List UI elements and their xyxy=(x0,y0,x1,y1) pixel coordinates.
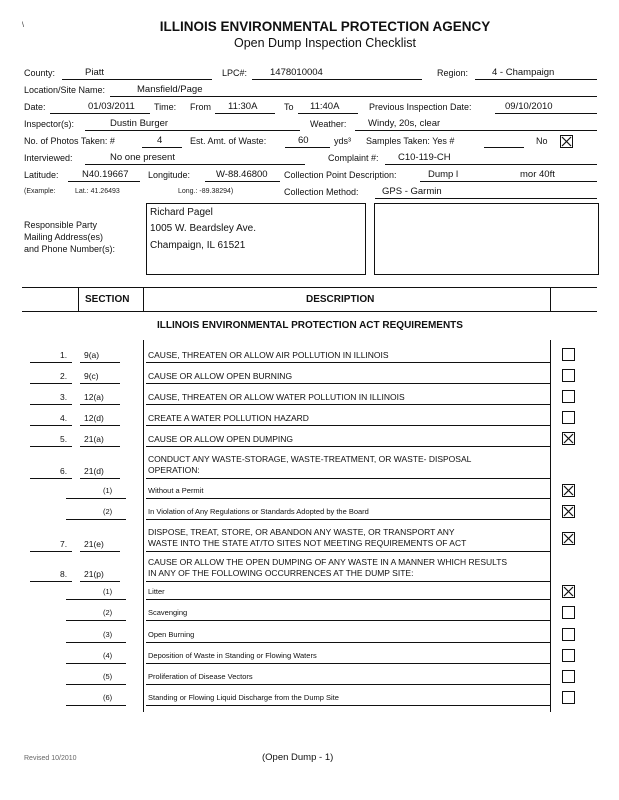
weather-value: Windy, 20s, clear xyxy=(368,118,441,129)
requirement-checkbox[interactable] xyxy=(562,628,575,641)
row-number: 5. xyxy=(60,434,68,444)
requirement-checkbox[interactable] xyxy=(562,505,575,518)
corner-mark: \ xyxy=(22,22,24,29)
row-section-underline xyxy=(80,446,120,447)
row-description-line1: CAUSE OR ALLOW THE OPEN DUMPING OF ANY WASTE IN A MANNER WHICH RESULTS xyxy=(148,557,508,567)
row-sub-underline xyxy=(66,519,126,520)
requirement-checkbox[interactable] xyxy=(562,585,575,598)
check-x-icon xyxy=(563,533,574,544)
example-label: (Example: xyxy=(24,188,56,195)
row-description-line2: IN ANY OF THE FOLLOWING OCCURRENCES AT THE DUMP SITE: xyxy=(148,568,414,578)
cpd-label: Collection Point Description: xyxy=(284,170,397,180)
requirement-checkbox[interactable] xyxy=(562,348,575,361)
row-divider xyxy=(146,599,550,600)
interviewed-value: No one present xyxy=(110,152,175,163)
row-description: CAUSE OR ALLOW OPEN BURNING xyxy=(148,371,293,381)
row-divider xyxy=(146,404,550,405)
county-value: Piatt xyxy=(85,67,105,78)
row-divider xyxy=(146,478,550,479)
row-section-underline xyxy=(80,383,120,384)
photos-value: 4 xyxy=(157,135,163,146)
row-divider xyxy=(146,663,550,664)
waste-unit: yds³ xyxy=(334,136,352,146)
example-long: Long.: -89.38294) xyxy=(178,188,234,195)
row-description: CAUSE, THREATEN OR ALLOW AIR POLLUTION IN ILLINOIS xyxy=(148,350,389,360)
row-section: 21(d) xyxy=(84,466,104,476)
waste-label: Est. Amt. of Waste: xyxy=(190,136,267,146)
row-subsection: (6) xyxy=(103,693,113,702)
row-description: CAUSE, THREATEN OR ALLOW WATER POLLUTION IN ILLINOIS xyxy=(148,392,405,402)
row-description: In Violation of Any Regulations or Standards Adopted by the Board xyxy=(148,507,369,516)
row-section: 21(p) xyxy=(84,569,104,579)
row-section: 21(e) xyxy=(84,539,104,549)
samples-no-label: No xyxy=(536,136,548,146)
row-description: Open Burning xyxy=(148,630,195,639)
description-left-border xyxy=(143,340,144,712)
row-divider xyxy=(146,446,550,447)
lpc-label: LPC#: xyxy=(222,68,248,78)
row-section: 12(d) xyxy=(84,413,104,423)
check-x-icon xyxy=(563,433,574,444)
row-description: Proliferation of Disease Vectors xyxy=(148,672,253,681)
row-number: 7. xyxy=(60,539,68,549)
row-number-underline xyxy=(30,551,72,552)
row-description-line2: WASTE INTO THE STATE AT/TO SITES NOT MEETING REQUIREMENTS OF ACT xyxy=(148,538,467,548)
responsible-street: 1005 W. Beardsley Ave. xyxy=(150,223,256,234)
responsible-label-1: Responsible Party xyxy=(24,220,98,230)
row-divider xyxy=(146,705,550,706)
section-header: SECTION xyxy=(85,294,130,305)
row-description: CAUSE OR ALLOW OPEN DUMPING xyxy=(148,434,293,444)
row-section-underline xyxy=(80,425,120,426)
row-number: 2. xyxy=(60,371,68,381)
row-sub-underline xyxy=(66,620,126,621)
check-x-icon xyxy=(563,586,574,597)
check-x-icon xyxy=(563,506,574,517)
row-subsection: (4) xyxy=(103,651,113,660)
row-subsection: (3) xyxy=(103,630,113,639)
row-divider xyxy=(146,498,550,499)
prev-inspection-label: Previous Inspection Date: xyxy=(369,102,472,112)
longitude-value: W-88.46800 xyxy=(216,169,268,180)
cpd-value-tail: mor 40ft xyxy=(520,169,555,180)
samples-no-checkbox[interactable] xyxy=(560,135,573,148)
row-section-underline xyxy=(80,551,120,552)
row-divider xyxy=(146,684,550,685)
inspector-value: Dustin Burger xyxy=(110,118,169,129)
prev-inspection-value: 09/10/2010 xyxy=(505,101,553,112)
row-section: 9(a) xyxy=(84,350,100,360)
row-subsection: (2) xyxy=(103,507,113,516)
responsible-box-2 xyxy=(374,203,599,275)
row-description: Without a Permit xyxy=(148,486,204,495)
requirement-checkbox[interactable] xyxy=(562,390,575,403)
check-x-icon xyxy=(561,136,572,147)
waste-value: 60 xyxy=(298,135,309,146)
row-subsection: (1) xyxy=(103,587,113,596)
row-section-underline xyxy=(80,478,120,479)
check-x-icon xyxy=(563,485,574,496)
time-to-value: 11:40A xyxy=(310,101,340,112)
responsible-city: Champaign, IL 61521 xyxy=(150,240,246,251)
county-label: County: xyxy=(24,68,56,78)
time-from-value: 11:30A xyxy=(228,101,258,112)
responsible-label-2: Mailing Address(es) xyxy=(24,232,104,242)
row-number-underline xyxy=(30,478,72,479)
form-title: Open Dump Inspection Checklist xyxy=(233,36,417,50)
row-section: 9(c) xyxy=(84,371,99,381)
lpc-value: 1478010004 xyxy=(270,67,323,78)
responsible-label-3: and Phone Number(s): xyxy=(24,244,116,254)
date-value: 01/03/2011 xyxy=(88,101,135,112)
time-to-label: To xyxy=(284,102,294,112)
row-sub-underline xyxy=(66,642,126,643)
row-number-underline xyxy=(30,446,72,447)
weather-label: Weather: xyxy=(310,119,347,129)
interviewed-label: Interviewed: xyxy=(24,153,73,163)
row-description: Litter xyxy=(148,587,165,596)
complaint-value: C10-119-CH xyxy=(398,152,451,163)
row-sub-underline xyxy=(66,663,126,664)
complaint-label: Complaint #: xyxy=(328,153,379,163)
row-section: 12(a) xyxy=(84,392,104,402)
row-number: 6. xyxy=(60,466,68,476)
inspector-label: Inspector(s): xyxy=(24,119,75,129)
row-sub-underline xyxy=(66,498,126,499)
row-number: 8. xyxy=(60,569,68,579)
requirement-checkbox[interactable] xyxy=(562,649,575,662)
row-section-underline xyxy=(80,362,120,363)
time-from-label: From xyxy=(190,102,211,112)
method-value: GPS - Garmin xyxy=(382,186,442,197)
row-description: Scavenging xyxy=(148,608,188,617)
row-divider xyxy=(146,383,550,384)
row-section-underline xyxy=(80,404,120,405)
act-requirements-title: ILLINOIS ENVIRONMENTAL PROTECTION ACT REQUIREMENTS xyxy=(157,320,463,331)
agency-title: ILLINOIS ENVIRONMENTAL PROTECTION AGENCY xyxy=(159,19,491,34)
row-sub-underline xyxy=(66,705,126,706)
row-description-line1: CONDUCT ANY WASTE-STORAGE, WASTE-TREATMENT, OR WASTE- DISPOSAL xyxy=(148,454,472,464)
requirement-checkbox[interactable] xyxy=(562,369,575,382)
row-description-line2: OPERATION: xyxy=(148,465,200,475)
row-number: 1. xyxy=(60,350,68,360)
row-divider xyxy=(146,620,550,621)
row-number-underline xyxy=(30,581,72,582)
row-description-line1: DISPOSE, TREAT, STORE, OR ABANDON ANY WASTE, OR TRANSPORT ANY xyxy=(148,527,455,537)
row-divider xyxy=(146,362,550,363)
row-section-underline xyxy=(80,581,120,582)
requirement-checkbox[interactable] xyxy=(562,606,575,619)
time-label: Time: xyxy=(154,102,177,112)
description-right-border xyxy=(550,340,551,712)
row-description: Deposition of Waste in Standing or Flowing Waters xyxy=(148,651,317,660)
cpd-value: Dump l xyxy=(428,169,459,180)
samples-label: Samples Taken: Yes # xyxy=(366,136,455,146)
row-subsection: (2) xyxy=(103,608,113,617)
row-number-underline xyxy=(30,425,72,426)
photos-label: No. of Photos Taken: # xyxy=(24,136,115,146)
footer-page: (Open Dump - 1) xyxy=(262,752,334,763)
row-subsection: (5) xyxy=(103,672,113,681)
row-divider xyxy=(146,642,550,643)
requirement-checkbox[interactable] xyxy=(562,484,575,497)
requirement-checkbox[interactable] xyxy=(562,432,575,445)
row-subsection: (1) xyxy=(103,486,113,495)
row-divider xyxy=(146,581,550,582)
method-label: Collection Method: xyxy=(284,187,359,197)
footer-revision: Revised 10/2010 xyxy=(24,755,77,762)
row-section: 21(a) xyxy=(84,434,104,444)
row-number-underline xyxy=(30,404,72,405)
row-sub-underline xyxy=(66,684,126,685)
longitude-label: Longitude: xyxy=(148,170,191,180)
row-sub-underline xyxy=(66,599,126,600)
row-number-underline xyxy=(30,383,72,384)
requirement-checkbox[interactable] xyxy=(562,411,575,424)
requirement-checkbox[interactable] xyxy=(562,532,575,545)
latitude-label: Latitude: xyxy=(24,170,59,180)
requirement-checkbox[interactable] xyxy=(562,691,575,704)
example-lat: Lat.: 41.26493 xyxy=(75,188,120,195)
row-number: 3. xyxy=(60,392,68,402)
location-value: Mansfield/Page xyxy=(137,84,203,95)
row-divider xyxy=(146,551,550,552)
region-label: Region: xyxy=(437,68,469,78)
date-label: Date: xyxy=(24,102,46,112)
row-divider xyxy=(146,519,550,520)
row-description: Standing or Flowing Liquid Discharge from the Dump Site xyxy=(148,693,339,702)
location-label: Location/Site Name: xyxy=(24,85,106,95)
row-number: 4. xyxy=(60,413,68,423)
row-divider xyxy=(146,425,550,426)
row-number-underline xyxy=(30,362,72,363)
requirement-checkbox[interactable] xyxy=(562,670,575,683)
region-value: 4 - Champaign xyxy=(492,67,555,78)
latitude-value: N40.19667 xyxy=(82,169,129,180)
responsible-name: Richard Pagel xyxy=(150,207,213,218)
description-header: DESCRIPTION xyxy=(306,294,375,305)
row-description: CREATE A WATER POLLUTION HAZARD xyxy=(148,413,309,423)
